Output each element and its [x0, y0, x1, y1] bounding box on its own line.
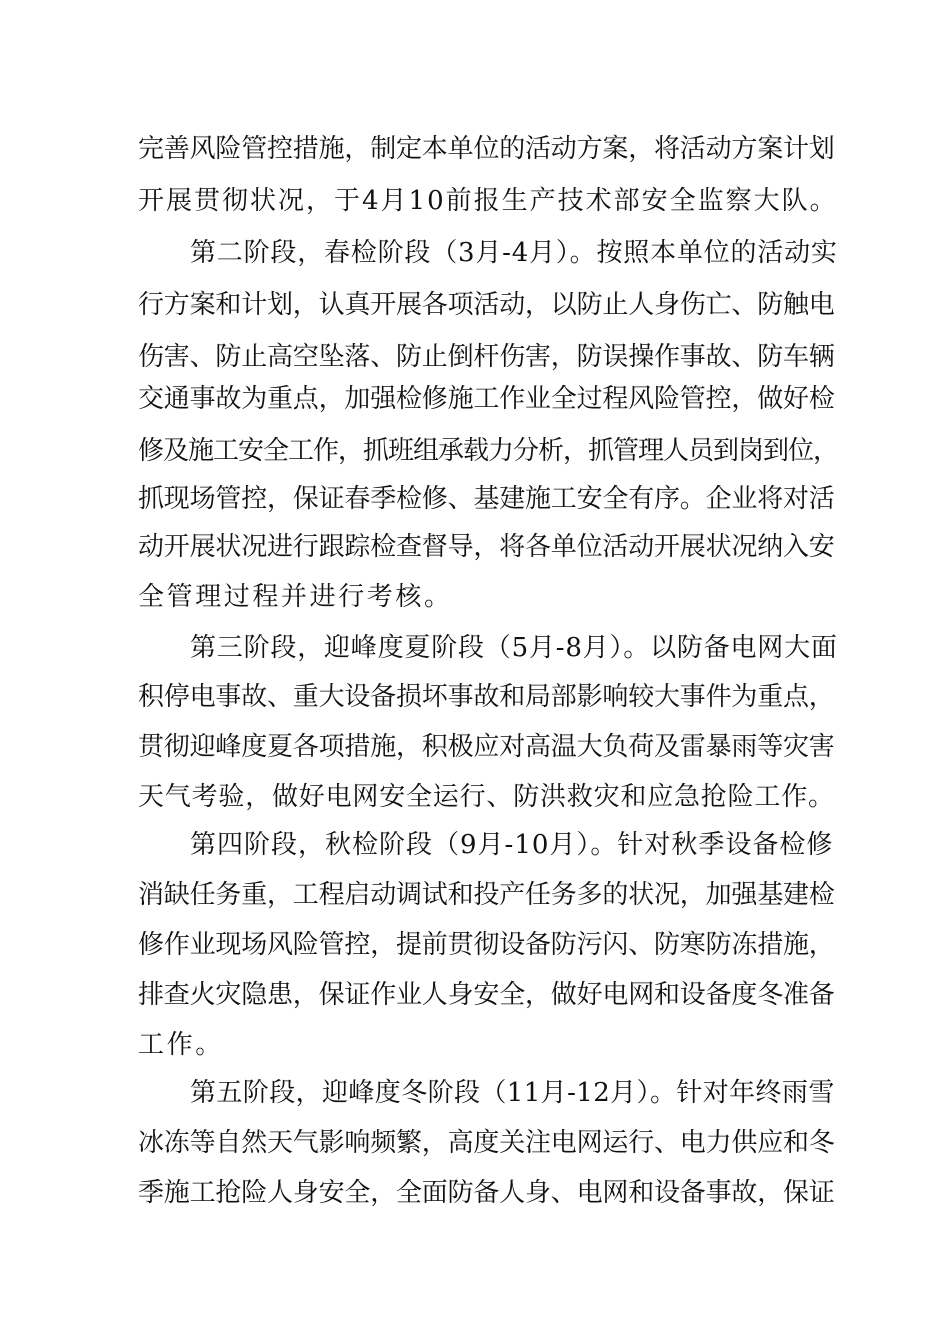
text-line: 交通事故为重点，加强检修施工作业全过程风险管控，做好检: [138, 384, 835, 414]
text-line: 抓现场管控，保证春季检修、基建施工安全有序。企业将对活: [138, 484, 835, 514]
text-line: 贯彻迎峰度夏各项措施，积极应对高温大负荷及雷暴雨等灾害: [138, 732, 835, 762]
text-line: 消缺任务重，工程启动调试和投产任务多的状况，加强基建检: [138, 880, 835, 910]
paragraph-start-line: 第四阶段，秋检阶段（9月-10月）。针对秋季设备检修: [190, 830, 834, 860]
text-line: 修及施工安全工作，抓班组承载力分析，抓管理人员到岗到位，: [138, 436, 839, 466]
paragraph-start-line: 第五阶段，迎峰度冬阶段（11月-12月）。针对年终雨雪: [190, 1078, 835, 1108]
text-line: 伤害、防止高空坠落、防止倒杆伤害，防误操作事故、防车辆: [138, 342, 835, 372]
text-line: 排查火灾隐患，保证作业人身安全，做好电网和设备度冬准备: [138, 980, 835, 1010]
paragraph-start-line: 第二阶段，春检阶段（3月-4月）。按照本单位的活动实: [190, 238, 838, 268]
text-line: 全管理过程并进行考核。: [138, 582, 453, 612]
text-line: 修作业现场风险管控，提前贯彻设备防污闪、防寒防冻措施，: [138, 930, 835, 960]
text-line: 工作。: [138, 1030, 224, 1060]
text-line: 开展贯彻状况，于4月10前报生产技术部安全监察大队。: [138, 186, 838, 216]
text-line: 冰冻等自然天气影响频繁，高度关注电网运行、电力供应和冬: [138, 1128, 835, 1158]
text-line: 动开展状况进行跟踪检查督导，将各单位活动开展状况纳入安: [138, 532, 835, 562]
text-line: 行方案和计划，认真开展各项活动，以防止人身伤亡、防触电: [138, 290, 835, 320]
text-line: 季施工抢险人身安全，全面防备人身、电网和设备事故，保证: [138, 1178, 835, 1208]
paragraph-start-line: 第三阶段，迎峰度夏阶段（5月-8月）。以防备电网大面: [190, 633, 838, 663]
text-line: 天气考验，做好电网安全运行、防洪救灾和应急抢险工作。: [138, 782, 835, 812]
text-line: 完善风险管控措施，制定本单位的活动方案，将活动方案计划: [138, 134, 835, 164]
text-line: 积停电事故、重大设备损坏事故和局部影响较大事件为重点，: [138, 682, 835, 712]
